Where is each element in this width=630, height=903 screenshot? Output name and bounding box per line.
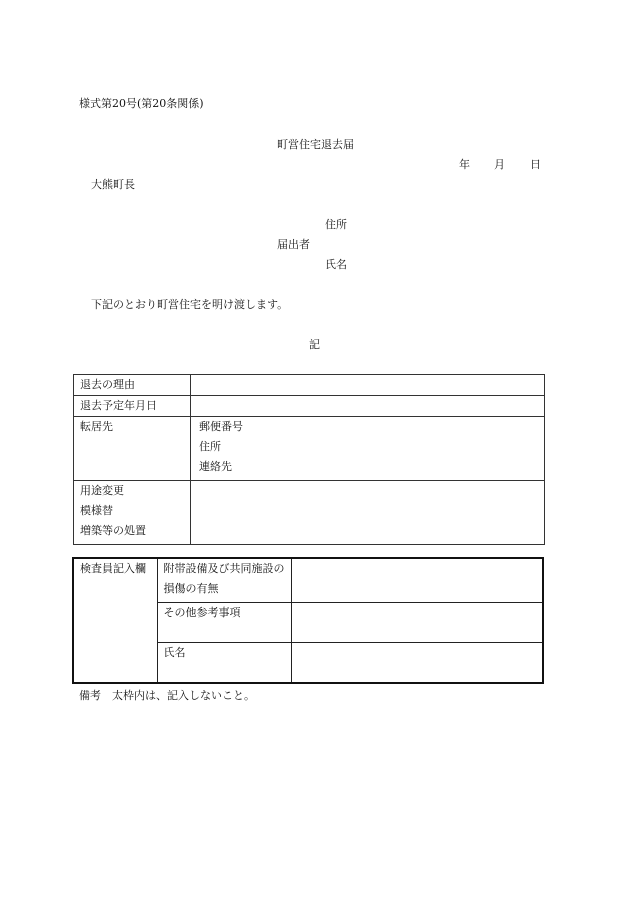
inspector-name-label: 氏名 <box>157 643 291 684</box>
form-title: 町営住宅退去届 <box>277 138 354 151</box>
applicant-label: 届出者 <box>277 238 310 251</box>
addressee: 大熊町長 <box>91 178 135 191</box>
table-row <box>74 375 545 396</box>
table-row <box>74 417 545 481</box>
statement: 下記のとおり町営住宅を明け渡します。 <box>91 298 289 311</box>
table-row <box>74 396 545 417</box>
other-value <box>291 603 543 643</box>
note: 備考 太枠内は、記入しないこと。 <box>79 689 255 702</box>
date-year-label: 年 <box>459 158 470 171</box>
damage-label-text: 附帯設備及び共同施設の損傷の有無 <box>163 562 285 595</box>
new-address-label: 転居先 <box>74 417 191 481</box>
reason-value <box>191 375 545 396</box>
postal-label: 郵便番号 <box>199 420 243 433</box>
date-month-label: 月 <box>494 158 505 171</box>
info-table <box>73 374 545 545</box>
date-value <box>191 396 545 417</box>
other-label: その他参考事項 <box>157 603 291 643</box>
reason-label: 退去の理由 <box>74 375 191 396</box>
inspector-name-value <box>291 643 543 684</box>
form-number: 様式第20号(第20条関係) <box>79 97 204 110</box>
address-label: 住所 <box>199 440 221 453</box>
contact-label: 連絡先 <box>199 460 232 473</box>
new-address-details <box>191 417 545 481</box>
table-row <box>74 481 545 545</box>
inspector-label: 検査員記入欄 <box>73 558 157 683</box>
remodel-label: 模様替 <box>80 504 113 517</box>
date-day-label: 日 <box>530 158 541 171</box>
usage-change-label: 用途変更 <box>80 484 124 497</box>
usage-labels <box>74 481 191 545</box>
inspector-table <box>72 557 544 684</box>
date-label: 退去予定年月日 <box>74 396 191 417</box>
damage-label <box>157 558 291 603</box>
extension-label: 増築等の処置 <box>80 524 146 537</box>
applicant-name-label: 氏名 <box>325 258 347 271</box>
ki-heading: 記 <box>309 338 320 351</box>
usage-value <box>191 481 545 545</box>
applicant-address-label: 住所 <box>325 218 347 231</box>
damage-value <box>291 558 543 603</box>
table-row <box>73 558 543 603</box>
